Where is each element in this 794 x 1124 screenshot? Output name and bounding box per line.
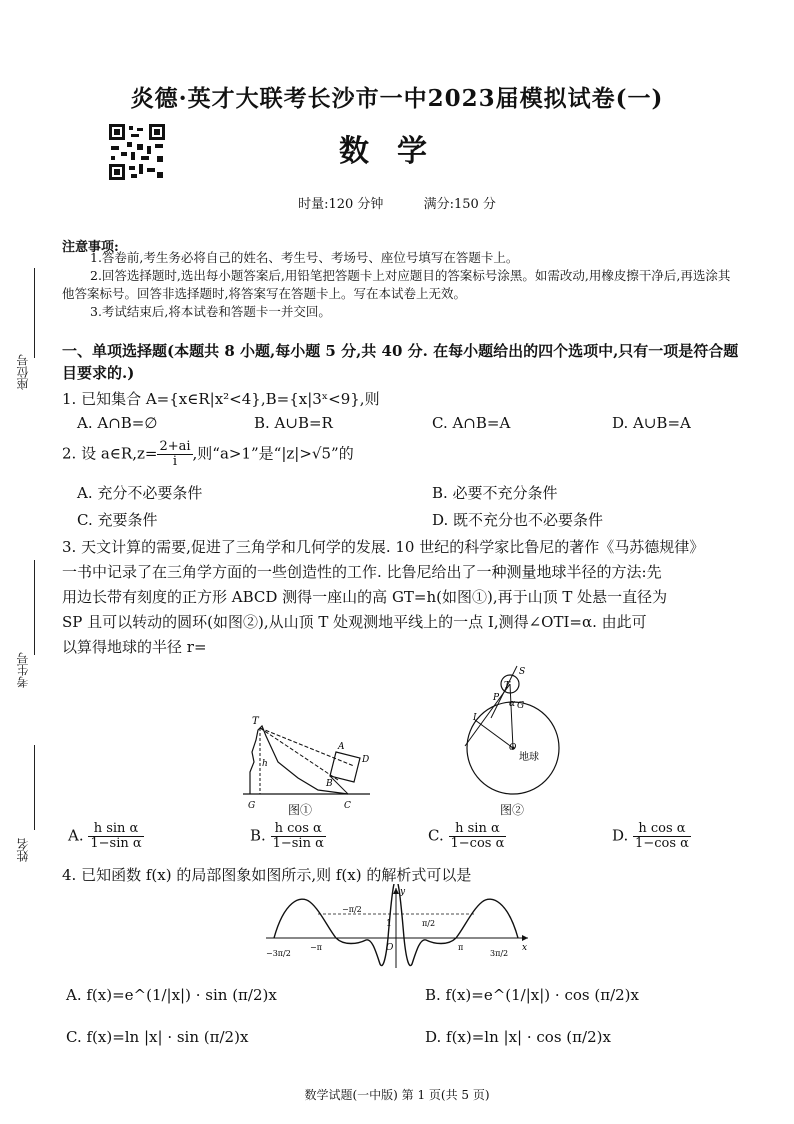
q4-graph-label-x: x: [522, 943, 528, 953]
q2-frac-num: 2+ai: [159, 439, 191, 454]
fig1-label-d: D: [362, 755, 370, 765]
notice-item-1: 1.答卷前,考生务必将自己的姓名、考生号、考场号、座位号填写在答题卡上。: [90, 250, 519, 265]
q2-option-c: C. 充要条件: [77, 511, 158, 529]
q2-option-b: B. 必要不充分条件: [432, 484, 558, 502]
fig1-label-t: T: [252, 716, 259, 727]
exam-title: 炎德·英才大联考长沙市一中2023届模拟试卷(一): [130, 85, 664, 112]
q4-graph-label-neg-half-pi: −π/2: [342, 905, 362, 914]
fig2-label-s: S: [519, 667, 526, 677]
q3-option-a-frac: [88, 822, 143, 851]
seat-label: 座位号: [16, 354, 30, 390]
name-label: 姓名: [16, 838, 30, 862]
q3-option-c: [428, 822, 506, 851]
q3-option-b-num: h cos α: [271, 822, 326, 837]
fig1-label-g: G: [248, 801, 256, 811]
q4-graph-label-neg-pi: −π: [310, 943, 322, 952]
q2-stem-pre: 2. 设 a∈R,z=: [62, 444, 158, 463]
q3-option-d-num: h cos α: [633, 822, 691, 837]
q3-option-d-frac: [633, 822, 691, 851]
q2-option-a: A. 充分不必要条件: [77, 484, 203, 502]
fig1-label-c: C: [344, 801, 351, 811]
q4-stem: 4. 已知函数 f(x) 的局部图象如图所示,则 f(x) 的解析式可以是: [62, 866, 472, 884]
q4-graph-label-pi: π: [458, 943, 464, 952]
q3-figure-2: [455, 662, 565, 802]
notice-heading: 注意事项:: [62, 240, 119, 255]
q1-option-c: C. A∩B=A: [432, 414, 511, 432]
q4-graph-label-origin: O: [386, 943, 394, 953]
exam-info: [0, 193, 794, 212]
q4-graph-label-three-half-pi: 3π/2: [490, 949, 509, 958]
notice-item-2: 2.回答选择题时,选出每小题答案后,用铅笔把答题卡上对应题目的答案标号涂黑。如需改动,用橡皮擦干净后,再选涂其他答案标号。回答非选择题时,将答案写在答题卡上。写在本试卷上无效。: [62, 268, 731, 301]
q3-option-c-num: h sin α: [449, 822, 507, 837]
q4-option-d: D. f(x)=ln |x| · cos (π/2)x: [425, 1028, 611, 1046]
q4-graph-label-y: y: [400, 887, 406, 897]
q2-stem: [62, 440, 354, 469]
q3-option-c-den: 1−cos α: [450, 836, 505, 851]
section-heading: [62, 340, 742, 384]
q1-option-a: A. A∩B=∅: [77, 414, 158, 432]
q3-option-b: [250, 822, 326, 851]
q3-option-c-frac: [449, 822, 507, 851]
q3-option-a: [68, 822, 144, 851]
q3-line-1: 3. 天文计算的需要,促进了三角学和几何学的发展. 10 世纪的科学家比鲁尼的著作《马苏德规律》: [62, 538, 705, 556]
q2-stem-post: ,则“a>1”是“|z|>√5”的: [192, 444, 354, 463]
q3-fig2-caption: 图②: [500, 803, 525, 817]
fig1-label-a: A: [338, 742, 345, 752]
q3-line-2: 一书中记录了在三角学方面的一些创造性的工作. 比鲁尼给出了一种测量地球半径的方法:先: [62, 563, 662, 581]
q4-option-c: C. f(x)=ln |x| · sin (π/2)x: [66, 1028, 249, 1046]
fig2-label-i: I: [473, 713, 477, 723]
q3-fig1-caption: 图①: [288, 803, 313, 817]
q2-frac-den: i: [172, 454, 178, 469]
section-heading-text: 一、单项选择题(本题共 8 小题,每小题 5 分,共 40 分. 在每小题给出的四个选项中,只有一项是符合题目要求的.): [62, 342, 739, 382]
fig2-label-t: T: [504, 681, 511, 691]
q3-option-a-num: h sin α: [88, 822, 143, 837]
q3-option-d: [612, 822, 691, 851]
q4-graph-label-neg-three-half-pi: −3π/2: [266, 949, 291, 958]
fig2-label-alpha: α: [509, 699, 516, 709]
q4-graph: [262, 884, 534, 970]
q3-option-b-frac: [271, 822, 326, 851]
notice-item-3: 3.考试结束后,将本试卷和答题卡一并交回。: [90, 304, 331, 319]
fig1-label-h: h: [262, 759, 268, 769]
exam-no-label: 考生号: [16, 652, 30, 688]
q3-option-d-den: 1−cos α: [635, 836, 689, 851]
q3-option-d-label: D.: [612, 826, 629, 845]
fig2-label-o: O: [509, 743, 517, 753]
q3-option-b-label: B.: [250, 826, 266, 845]
full-score: 满分:150 分: [423, 197, 496, 212]
q1-stem: 1. 已知集合 A={x∈R|x²<4},B={x|3ˣ<9},则: [62, 390, 380, 408]
subject-title: 数学: [339, 134, 455, 169]
q3-option-a-den: 1−sin α: [90, 836, 142, 851]
q3-line-3: 用边长带有刻度的正方形 ABCD 测得一座山的高 GT=h(如图①),再于山顶 T 处悬一直径为: [62, 588, 668, 606]
fig2-label-g: G: [517, 701, 525, 711]
name-line: [34, 745, 35, 830]
q4-option-b: B. f(x)=e^(1/|x|) · cos (π/2)x: [425, 986, 639, 1004]
fig2-label-p: P: [493, 693, 500, 703]
q2-option-d: D. 既不充分也不必要条件: [432, 511, 604, 529]
page-footer: 数学试题(一中版) 第 1 页(共 5 页): [304, 1088, 490, 1102]
q3-line-5: 以算得地球的半径 r=: [62, 638, 207, 656]
q1-option-b: B. A∪B=R: [254, 414, 333, 432]
q3-option-a-label: A.: [68, 826, 84, 845]
q4-graph-label-half-pi: π/2: [422, 919, 436, 928]
q4-graph-label-one: 1: [386, 919, 392, 929]
q2-fraction: [157, 440, 192, 469]
q3-line-4: SP 且可以转动的圆环(如图②),从山顶 T 处观测地平线上的一点 I,测得∠OTI=α. 由此可: [62, 613, 647, 631]
fig2-label-earth: 地球: [519, 752, 539, 763]
time-limit: 时量:120 分钟: [298, 197, 384, 212]
q3-option-c-label: C.: [428, 826, 444, 845]
q4-option-a: A. f(x)=e^(1/|x|) · sin (π/2)x: [66, 986, 277, 1004]
q1-option-d: D. A∪B=A: [612, 414, 691, 432]
fig1-label-b: B: [326, 779, 333, 789]
q3-option-b-den: 1−sin α: [272, 836, 324, 851]
